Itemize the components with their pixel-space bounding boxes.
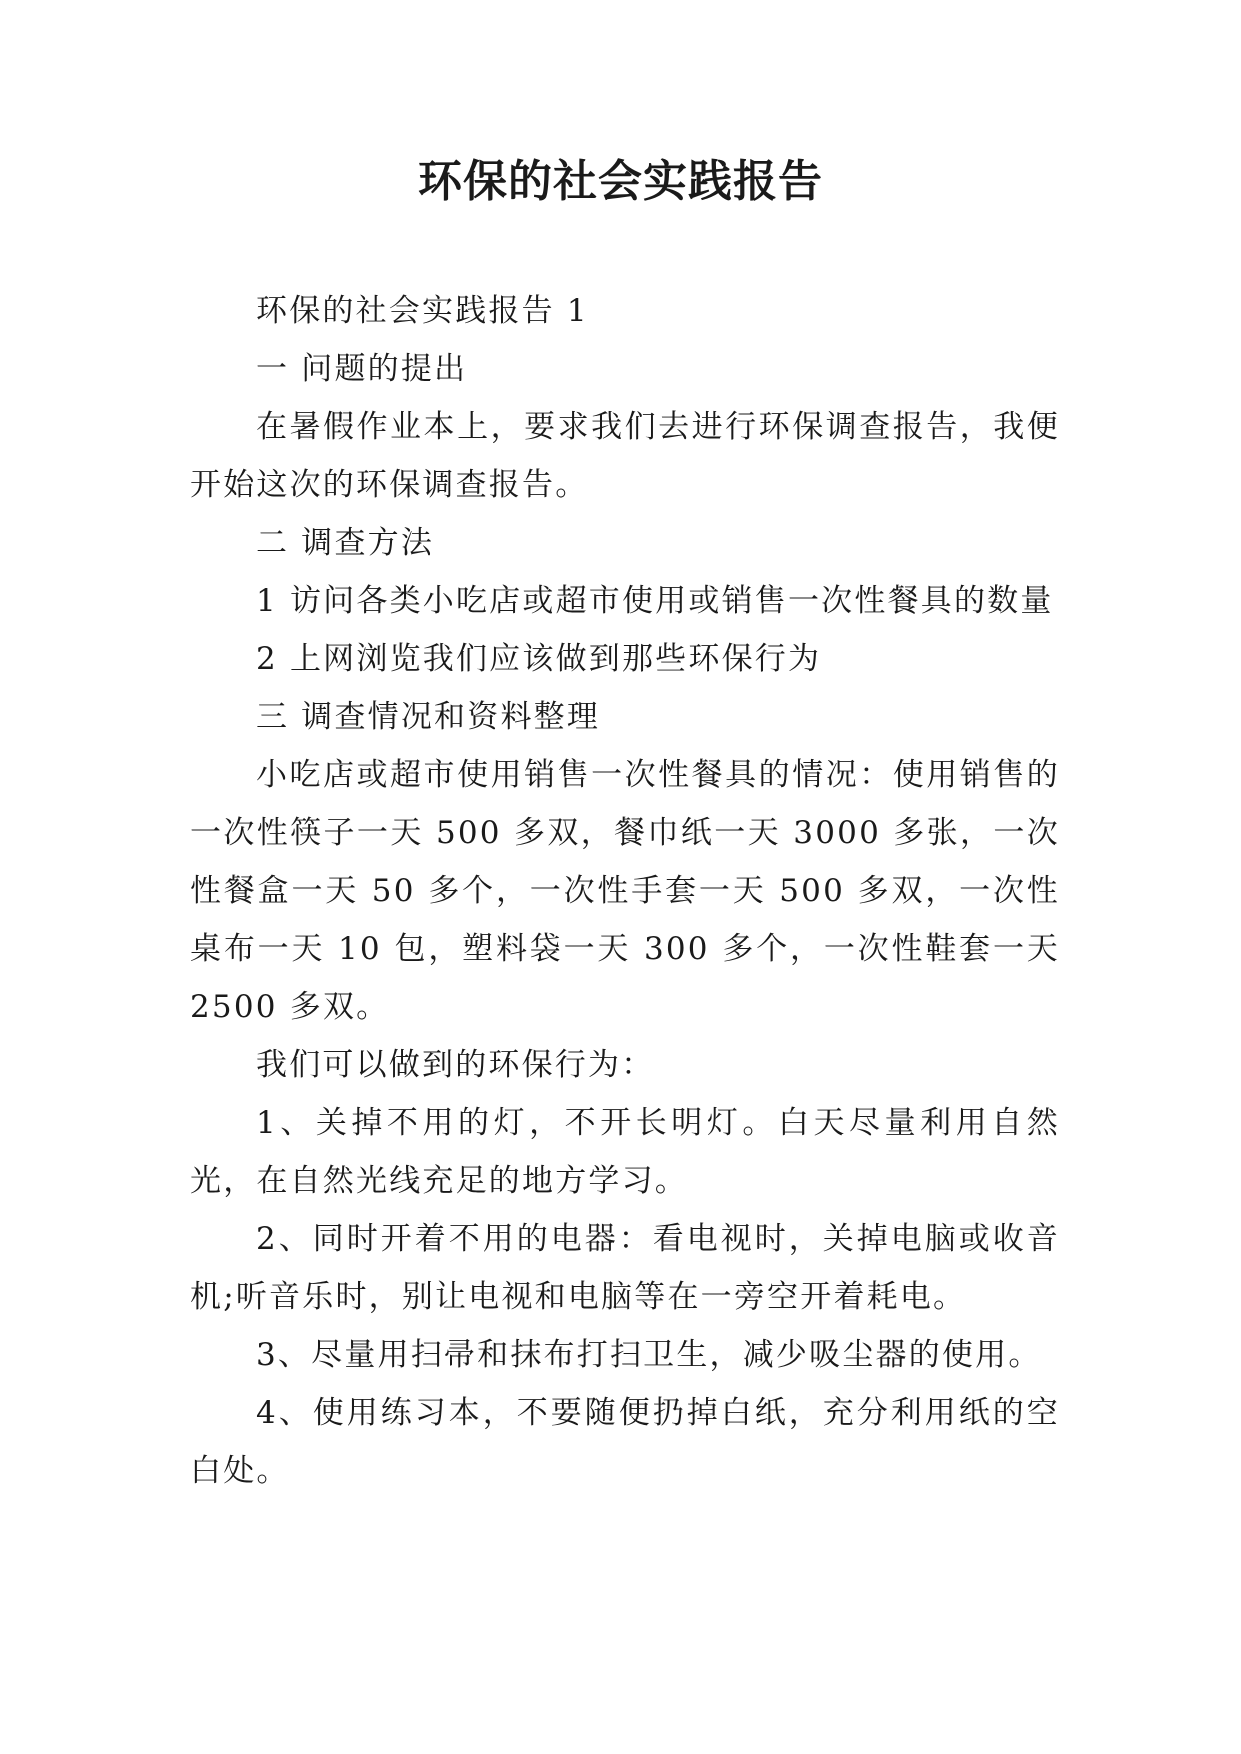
- heading-problem: 一 问题的提出: [256, 351, 468, 387]
- action-item-3: 3、尽量用扫帚和抹布打扫卫生，减少吸尘器的使用。: [256, 1337, 1042, 1373]
- heading-actions: 我们可以做到的环保行为：: [256, 1047, 655, 1083]
- paragraph-findings: 小吃店或超市使用销售一次性餐具的情况：使用销售的一次性筷子一天 500 多双，餐巾纸一天 3000 多张，一次性餐盒一天 50 多个，一次性手套一天 500 多双，一次性桌布一天 10 包，塑料袋一天 300 多个，一次性鞋套一天 2500 多双。: [190, 757, 1060, 1025]
- method-item-2: 2 上网浏览我们应该做到那些环保行为: [256, 641, 822, 677]
- paragraph-problem: 在暑假作业本上，要求我们去进行环保调查报告，我便开始这次的环保调查报告。: [190, 409, 1060, 503]
- section-subtitle: 环保的社会实践报告 1: [256, 293, 589, 329]
- action-item-1: 1、关掉不用的灯，不开长明灯。白天尽量利用自然光，在自然光线充足的地方学习。: [190, 1105, 1060, 1199]
- heading-findings: 三 调查情况和资料整理: [256, 699, 601, 735]
- action-item-2: 2、同时开着不用的电器：看电视时，关掉电脑或收音机;听音乐时，别让电视和电脑等在一旁空开着耗电。: [190, 1221, 1060, 1315]
- heading-method: 二 调查方法: [256, 525, 435, 561]
- method-item-1: 1 访问各类小吃店或超市使用或销售一次性餐具的数量: [256, 583, 1054, 619]
- document-body: [190, 282, 1060, 1500]
- page-title: 环保的社会实践报告: [418, 156, 823, 207]
- action-item-4: 4、使用练习本，不要随便扔掉白纸，充分利用纸的空白处。: [190, 1395, 1060, 1489]
